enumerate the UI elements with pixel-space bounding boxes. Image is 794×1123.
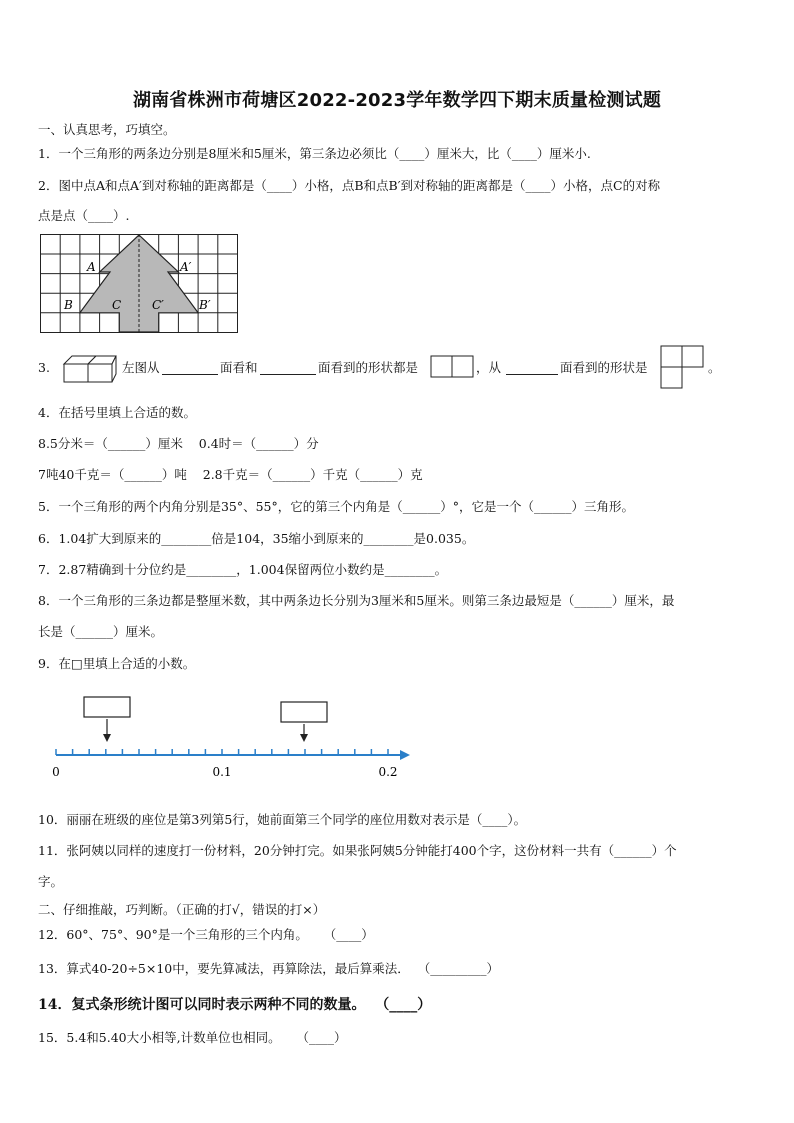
q3-text-1: 左图从 <box>122 360 160 375</box>
question-4-line-b: 7吨40千克＝（______）吨 2.8千克＝（______）千克（______）克 <box>38 467 423 482</box>
tick-label-0.1: 0.1 <box>212 765 232 779</box>
question-4: 4．在括号里填上合适的数。 <box>38 405 196 420</box>
question-11-line2: 字。 <box>38 874 64 889</box>
question-15: 15．5.4和5.40大小相等,计数单位也相同。 （____） <box>38 1030 347 1045</box>
label-C: C <box>112 298 122 312</box>
label-C-prime: C′ <box>152 298 164 312</box>
question-12: 12．60°、75°、90°是一个三角形的三个内角。 （____） <box>38 927 374 942</box>
number-line-figure <box>48 692 418 784</box>
question-14: 14．复式条形统计图可以同时表示两种不同的数量。 （____） <box>38 997 432 1013</box>
question-13: 13．算式40-20÷5×10中，要先算减法，再算除法，最后算乘法． （_________） <box>38 961 499 976</box>
cube-stack-figure <box>62 352 118 384</box>
question-2-line1: 2．图中点A和点A′到对称轴的距离都是（____）小格，点B和点B′到对称轴的距离都是（____）小格，点C的对称 <box>38 178 661 193</box>
label-A-prime: A′ <box>180 260 192 274</box>
label-A: A <box>87 260 96 274</box>
question-6: 6．1.04扩大到原来的________倍是104，35缩小到原来的________是0.035。 <box>38 531 475 546</box>
tick-marks <box>56 749 388 755</box>
q3-blank-3 <box>506 374 558 375</box>
question-4-line-a: 8.5分米＝（______）厘米 0.4时＝（______）分 <box>38 436 319 451</box>
tick-label-0.2: 0.2 <box>378 765 398 779</box>
q3-text-2: 面看和 <box>220 360 258 375</box>
answer-box-1 <box>84 697 130 717</box>
question-3-number: 3. <box>38 360 50 375</box>
answer-box-2 <box>281 702 327 722</box>
question-10: 10．丽丽在班级的座位是第3列第5行，她前面第三个同学的座位用数对表示是（____）。 <box>38 812 527 827</box>
q3-shape-two-squares <box>430 355 474 379</box>
arrow-2 <box>300 734 308 742</box>
question-2-line2: 点是点（____）. <box>38 208 130 223</box>
question-7: 7．2.87精确到十分位约是________，1.004保留两位小数约是________。 <box>38 562 448 577</box>
tick-label-0: 0 <box>52 765 60 779</box>
symmetry-grid-figure <box>40 234 240 334</box>
arrow-1 <box>103 734 111 742</box>
q3-blank-2 <box>260 374 316 375</box>
axis-arrow <box>400 750 410 760</box>
q3-text-6: 。 <box>708 360 721 375</box>
label-B-prime: B′ <box>199 298 211 312</box>
question-5: 5．一个三角形的两个内角分别是35°、55°，它的第三个内角是（______）°，它是一个（______）三角形。 <box>38 499 635 514</box>
question-11-line1: 11．张阿姨以同样的速度打一份材料，20分钟打完。如果张阿姨5分钟能打400个字，这份材料一共有（______）个 <box>38 843 677 858</box>
question-8-line2: 长是（______）厘米。 <box>38 624 164 639</box>
q3-text-5: 面看到的形状是 <box>560 360 648 375</box>
q3-text-3: 面看到的形状都是 <box>318 360 419 375</box>
q3-shape-l-squares <box>660 345 706 389</box>
section-heading-2: 二、仔细推敲，巧判断。（正确的打√，错误的打×） <box>38 902 326 917</box>
question-1: 1．一个三角形的两条边分别是8厘米和5厘米，第三条边必须比（____）厘米大，比（____）厘米小. <box>38 146 591 161</box>
page-title: 湖南省株洲市荷塘区2022-2023学年数学四下期末质量检测试题 <box>132 90 662 111</box>
question-8-line1: 8．一个三角形的三条边都是整厘米数，其中两条边长分别为3厘米和5厘米。则第三条边最短是（______）厘米，最 <box>38 593 675 608</box>
q3-blank-1 <box>162 374 218 375</box>
label-B: B <box>64 298 73 312</box>
section-heading-1: 一、认真思考，巧填空。 <box>38 122 176 137</box>
question-9: 9．在□里填上合适的小数。 <box>38 656 196 671</box>
q3-text-4: ，从 <box>476 360 502 375</box>
